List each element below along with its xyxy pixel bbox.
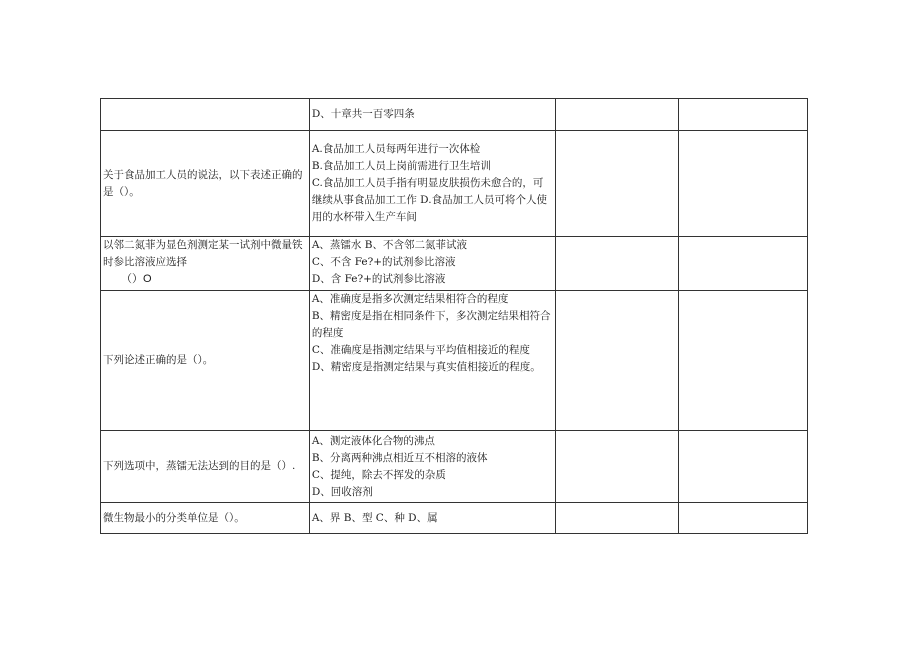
option-c: C、提纯，除去不挥发的杂质 <box>311 468 446 481</box>
option-d: D、十章共一百零四条 <box>311 108 415 120</box>
extra-cell <box>678 131 807 237</box>
table-row <box>101 99 808 131</box>
option-a-b: A、蒸镭水 B、不含邻二氮菲试液 <box>311 239 467 251</box>
options-cell <box>309 431 556 503</box>
answer-cell <box>556 131 678 237</box>
question-text: 下列选项中，蒸镭无法达到的目的是（）. <box>103 460 296 472</box>
question-cell <box>101 237 310 291</box>
question-suffix: （）O <box>121 273 152 285</box>
answer-cell <box>556 237 678 291</box>
table-row <box>101 503 808 534</box>
answer-cell <box>556 99 678 131</box>
table-row <box>101 131 808 237</box>
question-cell <box>101 431 310 503</box>
options-cell <box>309 131 556 237</box>
answer-cell <box>556 431 678 503</box>
question-text: 下列论述正确的是（）。 <box>103 354 214 366</box>
option-b: B、精密度是指在相同条件下，多次测定结果相符合的程度 <box>311 310 551 339</box>
options-line: A、界 B、型 C、种 D、属 <box>311 511 438 524</box>
option-c: C、准确度是指测定结果与平均值相接近的程度 <box>311 344 530 356</box>
option-b: B.食品加工人员上岗前需进行卫生培训 <box>311 160 491 172</box>
extra-cell <box>678 237 807 291</box>
question-cell <box>101 291 310 431</box>
question-cell <box>101 503 310 534</box>
quiz-table <box>100 98 808 534</box>
extra-cell <box>678 503 807 534</box>
question-text: 以邻二氮菲为显色剂测定某一试剂中微量铁时参比溶液应选择 <box>103 239 303 268</box>
option-d: D、精密度是指测定结果与真实值相接近的程度。 <box>311 361 541 373</box>
answer-cell <box>556 291 678 431</box>
option-c-d: C.食品加工人员手指有明显皮肤损伤未愈合的，可继续从事食品加工工作 D.食品加工人员可将个人使用的水杯带入生产车间 <box>311 177 548 223</box>
question-text: 关于食品加工人员的说法，以下表述正确的是（）。 <box>103 168 303 198</box>
option-a: A、准确度是指多次测定结果相符合的程度 <box>311 293 509 305</box>
extra-cell <box>678 291 807 431</box>
option-a: A.食品加工人员每两年进行一次体检 <box>311 143 481 155</box>
question-cell <box>101 99 310 131</box>
options-cell <box>309 291 556 431</box>
option-b: B、分离两种沸点相近互不相溶的液体 <box>311 451 488 464</box>
option-d: D、回收溶剂 <box>311 485 373 498</box>
option-a: A、测定液体化合物的沸点 <box>311 434 435 447</box>
option-d: D、含 Fe?+的试剂参比溶液 <box>311 273 446 285</box>
extra-cell <box>678 431 807 503</box>
answer-cell <box>556 503 678 534</box>
options-cell <box>309 99 556 131</box>
question-cell <box>101 131 310 237</box>
options-cell <box>309 503 556 534</box>
table-row <box>101 431 808 503</box>
options-cell <box>309 237 556 291</box>
table-row <box>101 237 808 291</box>
extra-cell <box>678 99 807 131</box>
question-text: 微生物最小的分类单位是（）。 <box>103 511 245 524</box>
table-row <box>101 291 808 431</box>
option-c: C、不含 Fe?+的试剂参比溶液 <box>311 256 456 268</box>
